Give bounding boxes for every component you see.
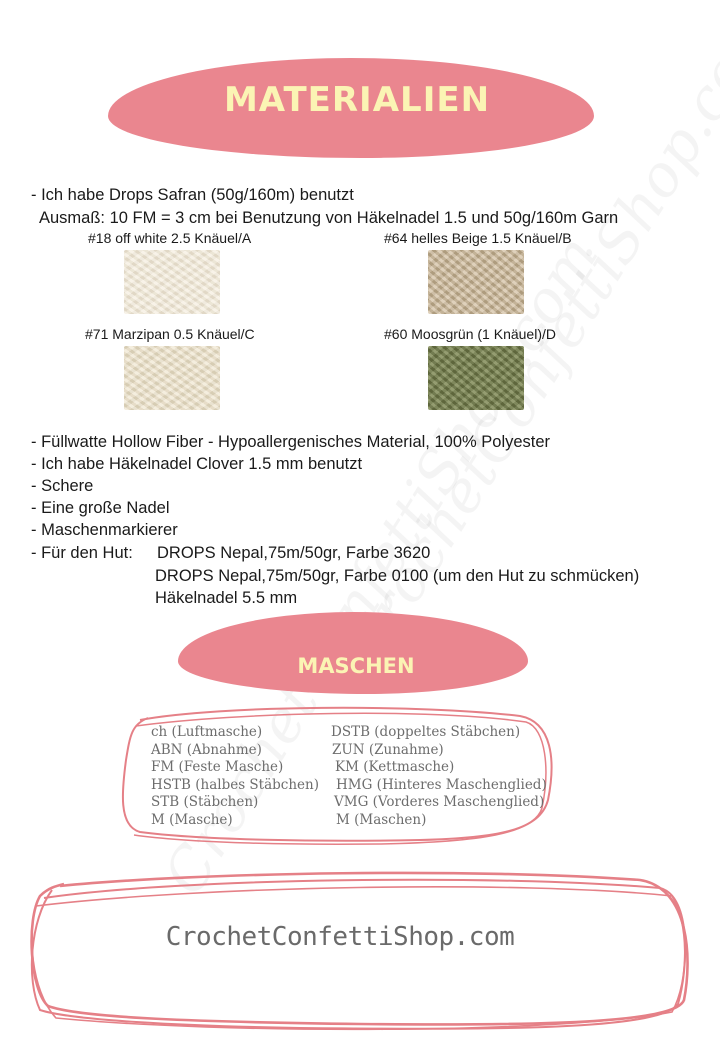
abbreviations-left xyxy=(151,724,319,830)
abbreviation-item: VMG (Vorderes Maschenglied) xyxy=(334,794,545,811)
material-item: - Maschenmarkierer xyxy=(31,521,178,539)
abbreviation-item: M (Masche) xyxy=(151,811,233,828)
abbreviation-item: STB (Stäbchen) xyxy=(151,794,259,811)
abbreviation-item: DSTB (doppeltes Stäbchen) xyxy=(331,724,521,740)
abbreviation-item: ABN (Abnahme) xyxy=(151,741,262,758)
abbreviation-item: ZUN (Zunahme) xyxy=(332,741,444,758)
hat-hook: Häkelnadel 5.5 mm xyxy=(155,589,298,607)
abbreviation-item: HSTB (halbes Stäbchen) xyxy=(151,776,319,793)
hat-label: - Für den Hut: xyxy=(31,544,133,562)
abbreviation-item: FM (Feste Masche) xyxy=(151,759,284,776)
hat-yarn-1: DROPS Nepal,75m/50gr, Farbe 3620 xyxy=(157,544,431,562)
abbreviation-item: KM (Kettmasche) xyxy=(335,759,455,776)
abbreviation-item: M (Maschen) xyxy=(336,811,427,828)
abbreviation-item: HMG (Hinteres Maschenglied) xyxy=(336,776,547,793)
website-link[interactable]: CrochetConfettiShop.com xyxy=(165,922,515,952)
yarn-label-b: #64 helles Beige 1.5 Knäuel/B xyxy=(384,230,572,246)
abbreviation-item: ch (Luftmasche) xyxy=(151,724,263,740)
intro-yarn-line: - Ich habe Drops Safran (50g/160m) benutzt xyxy=(31,186,354,204)
material-item: - Füllwatte Hollow Fiber - Hypoallergenisches Material, 100% Polyester xyxy=(31,433,551,451)
yarn-label-c: #71 Marzipan 0.5 Knäuel/C xyxy=(85,326,255,342)
abbreviations-right xyxy=(331,724,547,830)
yarn-label-a: #18 off white 2.5 Knäuel/A xyxy=(88,230,252,246)
material-item: - Eine große Nadel xyxy=(31,499,170,517)
material-item: - Ich habe Häkelnadel Clover 1.5 mm benutzt xyxy=(31,455,363,473)
page-title: MATERIALIEN xyxy=(223,80,491,120)
yarn-label-d: #60 Moosgrün (1 Knäuel)/D xyxy=(384,326,556,342)
hat-yarn-2: DROPS Nepal,75m/50gr, Farbe 0100 (um den Hut zu schmücken) xyxy=(155,567,640,585)
intro-gauge-line: Ausmaß: 10 FM = 3 cm bei Benutzung von Häkelnadel 1.5 und 50g/160m Garn xyxy=(39,209,619,227)
material-item: - Schere xyxy=(31,477,94,495)
maschen-title: MASCHEN xyxy=(297,654,415,678)
